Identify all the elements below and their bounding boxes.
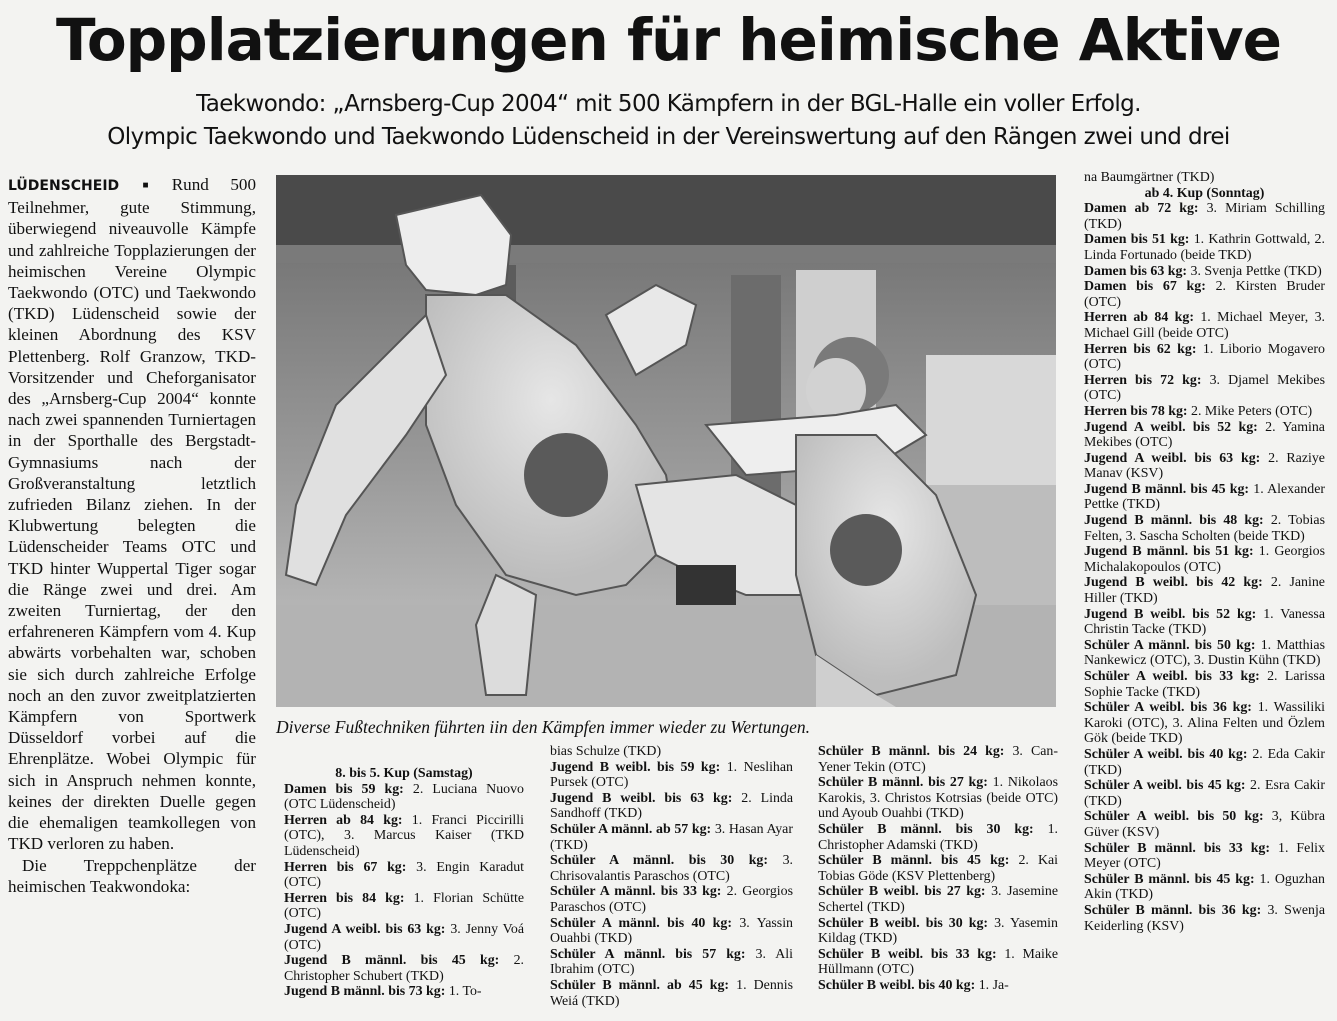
result-entry [550, 853, 793, 884]
results-column-2 [550, 744, 793, 1009]
result-category: Jugend B weibl. bis 59 kg: [550, 759, 721, 775]
result-entry [818, 947, 1058, 978]
results-column-3 [818, 744, 1058, 994]
result-placements: 1. Ja- [978, 977, 1009, 993]
result-placements: 2. Georgios Paraschos (OTC) [550, 884, 793, 915]
result-placements: 1. Maike Hüllmann (OTC) [818, 946, 1058, 978]
result-category: Damen bis 67 kg: [1084, 279, 1206, 295]
result-category: Schüler B männl. bis 33 kg: [1084, 840, 1271, 856]
result-entry [818, 853, 1058, 884]
result-category: Schüler A weibl. bis 50 kg: [1084, 809, 1264, 825]
result-entry [284, 782, 524, 813]
result-category: Schüler A weibl. bis 36 kg: [1084, 700, 1252, 716]
result-category: Herren ab 84 kg: [1084, 310, 1194, 326]
result-category: Jugend B männl. bis 45 kg: [1084, 481, 1250, 497]
result-placements: 1. Michael Meyer, 3. Michael Gill (beide OTC) [1084, 310, 1326, 341]
dateline-square-icon: ■ [125, 180, 166, 191]
result-entry [284, 891, 524, 922]
result-category: Jugend B männl. bis 45 kg: [284, 953, 500, 969]
result-entry [1084, 232, 1325, 263]
result-placements: 1. Wassiliki Karoki (OTC), 3. Alina Felten und Özlem Gök (beide TKD) [1084, 700, 1325, 747]
result-entry [818, 822, 1058, 853]
result-placements: 3. Svenja Pettke (TKD) [1190, 263, 1322, 279]
result-entry [1084, 279, 1325, 310]
result-entry [1084, 201, 1325, 232]
result-placements: 2. Mike Peters (OTC) [1191, 403, 1313, 419]
result-placements: 2. Esra Cakir (TKD) [1084, 778, 1325, 809]
result-placements: 1. Oguzhan Akin (TKD) [1084, 871, 1325, 903]
result-entry [818, 775, 1058, 822]
result-category: Jugend A weibl. bis 63 kg: [1084, 450, 1261, 466]
subheadline-line-2: Olympic Taekwondo und Taekwondo Lüdenscheid in der Vereinswertung auf den Rängen zwei und drei [107, 124, 1230, 150]
result-category: Jugend B weibl. bis 63 kg: [550, 790, 733, 806]
result-placements: 2. Kai Tobias Göde (KSV Plettenberg) [818, 853, 1058, 884]
result-placements: 2. Kirsten Bruder (OTC) [1084, 279, 1325, 310]
result-placements: 3. Yasemin Kildag (TKD) [818, 915, 1058, 947]
result-placements: 1. Florian Schütte (OTC) [284, 890, 524, 922]
result-category: Jugend A weibl. bis 63 kg: [284, 921, 446, 937]
result-category: Damen ab 72 kg: [1084, 201, 1199, 217]
result-entry [550, 916, 793, 947]
result-placements: 3. Engin Karadut (OTC) [284, 859, 524, 891]
result-placements: 1. To- [448, 984, 482, 1000]
result-placements: 2. Luciana Nuovo (OTC Lüdenscheid) [284, 781, 524, 813]
result-category: Schüler A männl. bis 30 kg: [550, 853, 769, 869]
taekwondo-photo [276, 175, 1056, 707]
result-placements: 3. Chrisovalantis Paraschos (OTC) [550, 853, 793, 884]
result-entry [818, 884, 1058, 915]
result-category: Jugend B männl. bis 51 kg: [1084, 544, 1254, 560]
article-paragraph-1 [8, 174, 256, 855]
result-placements: 3. Djamel Mekibes (OTC) [1084, 372, 1325, 404]
result-category: Jugend A weibl. bis 52 kg: [1084, 419, 1258, 435]
result-placements: 3, Kübra Güver (KSV) [1084, 809, 1325, 840]
result-category: Damen bis 51 kg: [1084, 232, 1190, 248]
result-entry [1084, 404, 1325, 420]
result-entry [1084, 747, 1325, 778]
result-entry [1084, 482, 1325, 513]
result-category: Jugend B weibl. bis 42 kg: [1084, 575, 1263, 591]
result-entry [550, 791, 793, 822]
result-category: Schüler B weibl. bis 40 kg: [818, 977, 976, 993]
result-placements: 3. Hasan Ayar (TKD) [550, 821, 793, 853]
result-placements: bias Schulze (TKD) [550, 744, 662, 759]
result-placements: 2. Tobias Felten, 3. Sascha Scholten (beide TKD) [1084, 513, 1325, 544]
dateline: LÜDENSCHEID [8, 178, 120, 194]
result-entry [818, 744, 1058, 775]
result-placements: 1. Felix Meyer (OTC) [1084, 840, 1325, 872]
results-section-heading: ab 4. Kup (Sonntag) [1144, 185, 1265, 201]
result-entry [1084, 809, 1325, 840]
result-entry [818, 916, 1058, 947]
result-entry [1084, 778, 1325, 809]
result-category: Schüler B männl. bis 45 kg: [818, 853, 1010, 869]
article-paragraph-1-text: Rund 500 Teilnehmer, gute Stimmung, überwiegend niveauvolle Kämpfe und zahlreiche Topplazierungen der heimischen Vereine Olympic Taekwondo (OTC) und Taekwondo (TKD) Lüdenscheid sowie der kleinen Abordnung des KSV Plettenberg. Rolf Granzow, TKD-Vorsitzender und Cheforganisator des „Arnsberg-Cup 2004“ konnte nach zwei spannenden Turniertagen in der Sporthalle des Bergstadt-Gymnasiums nach der Großveranstaltung letztlich zufrieden Bilanz ziehen. In der Klubwertung belegten die Lüdenscheider Teams OTC und TKD hinter Wuppertal Tiger sogar die Ränge zwei und drei. Am zweiten Turniertag, der den erfahreneren Kämpfern vom 4. Kup abwärts vorbehalten war, schoben sie sich durch zahlreiche Erfolge noch an den zuvor zweitplatzierten Kämpfern von Sportwerk Düsseldorf vorbei auf die Ehrenplätze. Wobei Olympic für sich in Anspruch nehmen konnte, keines der direkten Duelle gegen die ehemaligen teamkollegen von TKD verloren zu haben. [8, 175, 256, 854]
result-entry [1084, 638, 1325, 669]
result-placements: 1. Dennis Weiá (TKD) [550, 977, 793, 1009]
subheadline-line-1: Taekwondo: „Arnsberg-Cup 2004“ mit 500 Kämpfern in der BGL-Halle ein voller Erfolg. [196, 91, 1141, 117]
result-entry [550, 744, 793, 760]
result-category: Schüler B männl. bis 27 kg: [818, 775, 988, 791]
result-placements: 1. Georgios Michalakopoulos (OTC) [1084, 544, 1325, 575]
result-placements: 2. Raziye Manav (KSV) [1084, 450, 1325, 482]
result-placements: 1. Kathrin Gottwald, 2. Linda Fortunado (beide TKD) [1084, 232, 1325, 263]
result-entry [1084, 669, 1325, 700]
result-category: Schüler A weibl. bis 40 kg: [1084, 746, 1248, 762]
result-entry [1084, 575, 1325, 606]
result-entry [1084, 872, 1325, 903]
result-entry [1084, 310, 1325, 341]
result-placements: 1. Matthias Nankewicz (OTC), 3. Dustin Kühn (TKD) [1084, 637, 1325, 669]
result-placements: 2. Yamina Mekibes (OTC) [1084, 419, 1325, 451]
result-entry [1084, 544, 1325, 575]
result-placements: 1. Liborio Mogavero (OTC) [1084, 341, 1325, 373]
result-entry [284, 953, 524, 984]
result-entry [818, 978, 1058, 994]
photo-caption: Diverse Fußtechniken führten iin den Kämpfen immer wieder zu Wertungen. [276, 717, 810, 737]
result-placements: 2. Larissa Sophie Tacke (TKD) [1084, 669, 1325, 700]
result-category: Herren bis 62 kg: [1084, 341, 1197, 357]
result-placements: na Baumgärtner (TKD) [1084, 170, 1215, 185]
result-placements: 2. Eda Cakir (TKD) [1084, 746, 1325, 778]
result-category: Herren bis 67 kg: [284, 859, 407, 875]
result-entry [550, 822, 793, 853]
result-entry [1084, 700, 1325, 747]
result-category: Schüler B weibl. bis 33 kg: [818, 946, 997, 962]
result-category: Herren bis 84 kg: [284, 890, 405, 906]
result-category: Schüler B weibl. bis 27 kg: [818, 884, 986, 900]
result-entry [1084, 373, 1325, 404]
result-placements: 3. Ali Ibrahim (OTC) [550, 946, 793, 978]
result-entry [550, 947, 793, 978]
result-placements: 3. Miriam Schilling (TKD) [1084, 201, 1325, 232]
result-category: Schüler A männl. bis 40 kg: [550, 915, 732, 931]
headline: Topplatzierungen für heimische Aktive [55, 6, 1282, 74]
result-category: Jugend B männl. bis 48 kg: [1084, 513, 1264, 529]
result-category: Jugend B männl. bis 73 kg: [284, 984, 446, 1000]
result-entry [284, 922, 524, 953]
result-category: Jugend B weibl. bis 52 kg: [1084, 606, 1257, 622]
result-entry [1084, 451, 1325, 482]
result-category: Schüler A weibl. bis 33 kg: [1084, 669, 1260, 684]
result-placements: 2. Linda Sandhoff (TKD) [550, 790, 793, 822]
result-entry [1084, 170, 1325, 186]
result-placements: 1. Alexander Pettke (TKD) [1084, 481, 1325, 513]
result-category: Schüler A männl. bis 33 kg: [550, 884, 722, 900]
result-category: Schüler B männl. bis 30 kg: [818, 821, 1034, 837]
result-entry [1084, 841, 1325, 872]
result-entry [550, 760, 793, 791]
result-placements: 1. Franci Piccirilli (OTC), 3. Marcus Kaiser (TKD Lüdenscheid) [284, 812, 525, 859]
result-placements: 1. Christopher Adamski (TKD) [818, 821, 1058, 853]
result-category: Schüler A männl. bis 57 kg: [550, 946, 746, 962]
result-placements: 1. Vanessa Christin Tacke (TKD) [1084, 606, 1325, 638]
result-category: Damen bis 63 kg: [1084, 263, 1188, 279]
article-body-column [8, 174, 256, 897]
result-entry [1084, 420, 1325, 451]
result-entry [284, 984, 524, 1000]
result-placements: 2. Christopher Schubert (TKD) [284, 953, 524, 984]
result-entry [1084, 903, 1325, 934]
result-category: Schüler A männl. bis 50 kg: [1084, 637, 1256, 653]
result-category: Schüler B männl. bis 24 kg: [818, 744, 1005, 759]
result-placements: 3. Swenja Keiderling (KSV) [1084, 902, 1325, 934]
result-entry [550, 884, 793, 915]
result-entry [1084, 513, 1325, 544]
result-entry [284, 813, 524, 860]
result-placements: 3. Yassin Ouahbi (TKD) [550, 915, 793, 947]
result-category: Herren bis 78 kg: [1084, 403, 1188, 419]
results-section-heading: 8. bis 5. Kup (Samstag) [335, 766, 473, 781]
result-category: Schüler B männl. bis 36 kg: [1084, 902, 1262, 918]
result-category: Damen bis 59 kg: [284, 781, 404, 797]
result-placements: 1. Neslihan Pursek (OTC) [550, 759, 793, 791]
result-entry [550, 978, 793, 1009]
article-paragraph-2: Die Treppchenplätze der heimischen Teakwondoka: [8, 855, 256, 896]
result-placements: 1. Nikolaos Karokis, 3. Christos Kotrsias (beide OTC) und Ayoub Ouahbi (TKD) [818, 775, 1058, 822]
result-placements: 3. Can-Yener Tekin (OTC) [818, 744, 1058, 775]
result-entry [1084, 607, 1325, 638]
result-entry [284, 860, 524, 891]
result-category: Schüler A weibl. bis 45 kg: [1084, 778, 1246, 794]
result-category: Schüler B männl. bis 45 kg: [1084, 871, 1255, 887]
result-category: Schüler B weibl. bis 30 kg: [818, 915, 989, 931]
result-category: Schüler A männl. ab 57 kg: [550, 821, 712, 837]
result-entry [1084, 264, 1325, 280]
result-category: Herren bis 72 kg: [1084, 372, 1202, 388]
result-category: Schüler B männl. ab 45 kg: [550, 977, 730, 993]
result-placements: 2. Janine Hiller (TKD) [1084, 575, 1325, 607]
results-column-1 [284, 766, 524, 1000]
result-placements: 3. Jasemine Schertel (TKD) [818, 884, 1058, 915]
results-column-4 [1084, 170, 1325, 934]
result-placements: 3. Jenny Voá (OTC) [284, 921, 524, 953]
result-category: Herren ab 84 kg: [284, 812, 403, 828]
result-entry [1084, 342, 1325, 373]
